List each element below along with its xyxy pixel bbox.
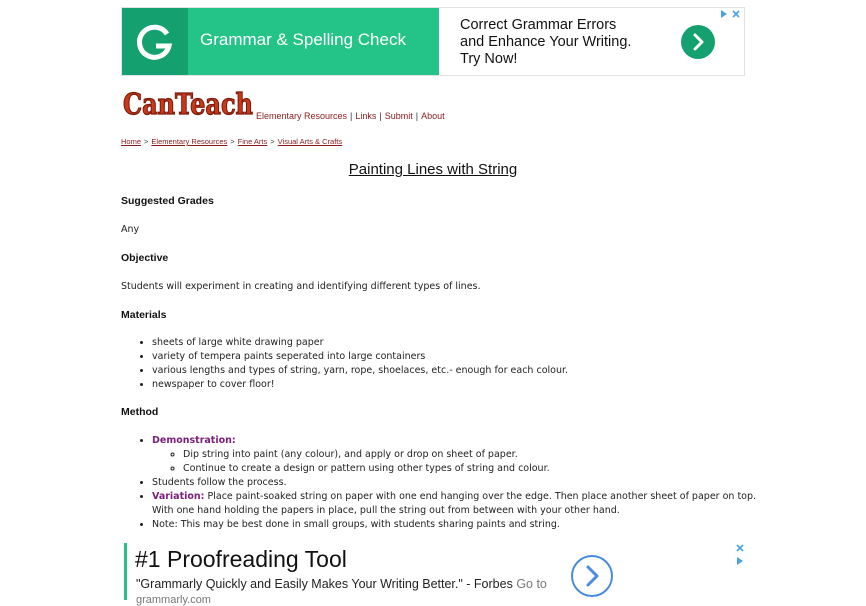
list-item: • various lengths and types of string, yarn, rope, shoelaces, etc.- enough for each colour. xyxy=(152,364,772,378)
materials-list xyxy=(121,336,772,392)
objective-text: Students will experiment in creating and identifying different types of lines. xyxy=(121,281,481,292)
breadcrumb-home[interactable]: Home xyxy=(121,137,142,146)
ad-quote-text: "Grammarly Quickly and Easily Makes Your Writing Better." - Forbes xyxy=(136,577,513,591)
ad-choices xyxy=(719,9,741,19)
breadcrumb xyxy=(121,137,342,146)
ad-quote xyxy=(136,577,547,591)
breadcrumb-visual-arts-crafts[interactable]: Visual Arts & Crafts xyxy=(277,137,343,146)
nav-separator: | xyxy=(379,111,382,121)
bottom-advertisement[interactable] xyxy=(124,543,746,606)
ad-goto-text: Go to xyxy=(516,577,547,591)
close-icon[interactable] xyxy=(731,9,741,19)
chevron-right-icon xyxy=(681,25,715,59)
logo-text: CanTeach xyxy=(123,87,253,121)
section-heading-grades: Suggested Grades xyxy=(121,195,214,207)
nav-elementary-resources[interactable]: Elementary Resources xyxy=(256,111,348,121)
grades-text: Any xyxy=(121,224,140,235)
grammarly-logo-tile xyxy=(122,8,188,75)
section-heading-method: Method xyxy=(121,406,159,418)
ad-pitch[interactable] xyxy=(460,17,631,68)
ad-info-icon[interactable] xyxy=(735,556,745,566)
breadcrumb-fine-arts[interactable]: Fine Arts xyxy=(237,137,268,146)
ad-info-icon[interactable] xyxy=(719,9,729,19)
nav-about[interactable]: About xyxy=(421,111,445,121)
list-item: • Students follow the process. xyxy=(152,476,772,490)
site-logo[interactable] xyxy=(121,85,257,121)
top-advertisement[interactable] xyxy=(121,7,745,76)
nav-submit[interactable]: Submit xyxy=(384,111,413,121)
breadcrumb-separator: > xyxy=(144,137,149,146)
list-item: • variety of tempera paints seperated into large containers xyxy=(152,350,772,364)
breadcrumb-separator: > xyxy=(270,137,275,146)
list-item-variation xyxy=(152,490,772,518)
method-list xyxy=(121,434,772,532)
canteach-logo xyxy=(121,85,257,121)
breadcrumb-separator: > xyxy=(230,137,235,146)
list-item: • Note: This may be best done in small groups, with students sharing paints and string. xyxy=(152,518,772,532)
top-navigation xyxy=(256,111,445,121)
list-item: ◦ Continue to create a design or pattern using other types of string and colour. xyxy=(183,462,772,476)
nav-separator: | xyxy=(350,111,353,121)
ad-url[interactable]: grammarly.com xyxy=(136,594,211,606)
ad-pitch-line: Correct Grammar Errors xyxy=(460,17,617,33)
variation-text: Place paint-soaked string on paper with one end hanging over the edge. Then place another sheet of paper on top. With one hand holding the papers in place, pull the string out from between with your other hand. xyxy=(152,491,757,516)
nav-links[interactable]: Links xyxy=(355,111,377,121)
nav-separator: | xyxy=(415,111,419,121)
ad-brand-text[interactable]: Grammar & Spelling Check xyxy=(200,30,406,49)
g-logo-icon xyxy=(122,8,188,75)
variation-label: Variation: xyxy=(152,491,205,502)
demonstration-label: Demonstration: xyxy=(152,435,236,446)
chevron-right-icon xyxy=(573,557,611,595)
page-title: Painting Lines with String xyxy=(348,161,518,178)
list-item: • newspaper to cover floor! xyxy=(152,378,772,392)
ad-pitch-line: and Enhance Your Writing. xyxy=(460,34,632,50)
ad-go-button[interactable] xyxy=(681,25,715,59)
ad-pitch-line: Try Now! xyxy=(460,51,518,67)
section-heading-materials: Materials xyxy=(121,309,167,321)
list-item-demonstration xyxy=(152,434,772,476)
demonstration-steps xyxy=(152,448,772,476)
ad-go-button[interactable] xyxy=(571,555,613,597)
ad-headline[interactable]: #1 Proofreading Tool xyxy=(135,546,347,572)
list-item: ◦ Dip string into paint (any colour), and apply or drop on sheet of paper. xyxy=(183,448,772,462)
breadcrumb-elementary-resources[interactable]: Elementary Resources xyxy=(151,137,228,146)
close-icon[interactable] xyxy=(735,543,745,553)
section-heading-objective: Objective xyxy=(121,252,169,264)
ad-choices xyxy=(735,543,745,566)
list-item: • sheets of large white drawing paper xyxy=(152,336,772,350)
